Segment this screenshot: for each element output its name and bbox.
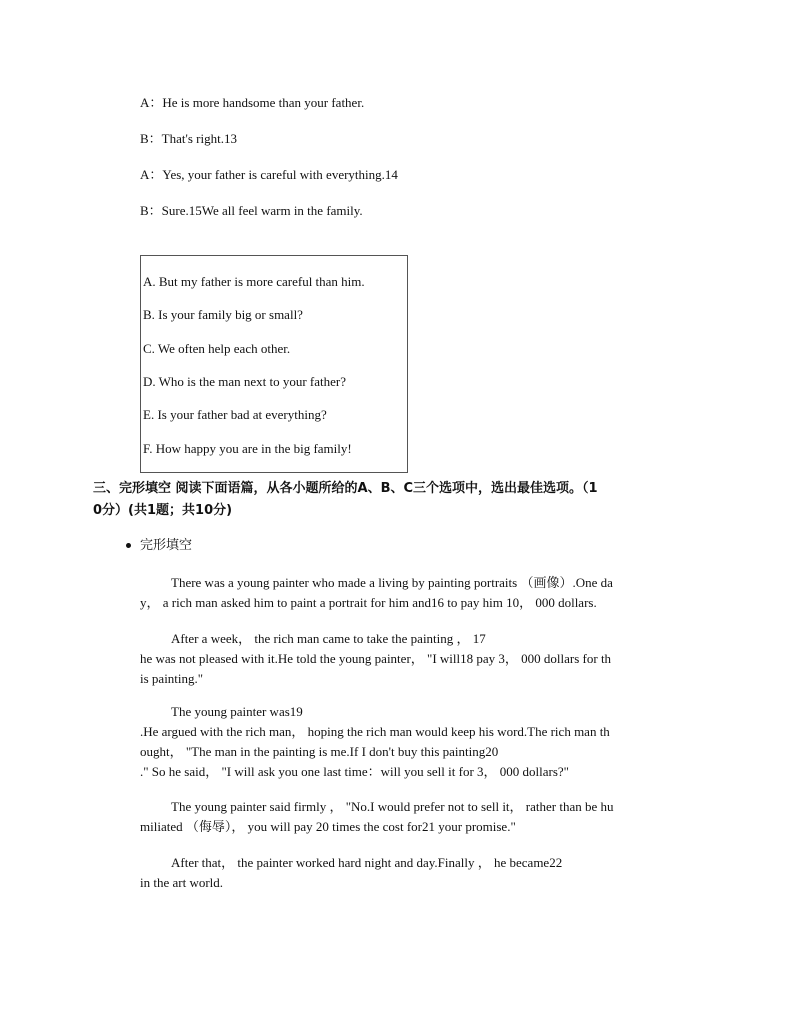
section-heading-line-2: 0分）(共1题；共10分): [93, 503, 233, 518]
dialogue-line-4: B：Sure.15We all feel warm in the family.: [140, 203, 363, 218]
option-a: A. But my father is more careful than him.: [143, 274, 365, 289]
passage-paragraph-1: [140, 573, 702, 613]
passage-line: miliated （侮辱）， you will pay 20 times the cost for21 your promise.": [140, 819, 516, 834]
options-box: [140, 255, 408, 473]
dialogue-line-3: A：Yes, your father is careful with everything.14: [140, 167, 398, 182]
passage-line: After a week， the rich man came to take the painting ， 17: [171, 631, 486, 646]
passage-line: ." So he said， "I will ask you one last time：will you sell it for 3， 000 dollars?": [140, 764, 569, 779]
passage-paragraph-5: [140, 853, 702, 893]
bullet-item: [126, 538, 192, 554]
passage-line: The young painter said firmly ， "No.I would prefer not to sell it， rather than be hu: [171, 799, 614, 814]
dialogue-line-2: B：That's right.13: [140, 131, 237, 146]
section-heading: [93, 478, 713, 522]
option-e: E. Is your father bad at everything?: [143, 407, 327, 422]
passage-paragraph-2: [140, 629, 702, 689]
option-c: C. We often help each other.: [143, 341, 291, 356]
bullet-label: 完形填空: [140, 538, 193, 553]
passage-line: he was not pleased with it.He told the young painter， "I will18 pay 3， 000 dollars for th: [140, 651, 612, 666]
passage-line: After that， the painter worked hard night and day.Finally ， he became22: [171, 855, 563, 870]
passage-paragraph-4: [140, 797, 702, 837]
passage-line: .He argued with the rich man， hoping the rich man would keep his word.The rich man th: [140, 724, 610, 739]
bullet-dot-icon: [126, 543, 131, 548]
passage-line: ought， "The man in the painting is me.If I don't buy this painting20: [140, 744, 499, 759]
passage-paragraph-3: [140, 702, 702, 782]
passage-line: There was a young painter who made a living by painting portraits （画像）.One da: [171, 575, 613, 590]
section-heading-line-1: 三、完形填空 阅读下面语篇，从各小题所给的A、B、C三个选项中，选出最佳选项。（1: [93, 481, 598, 496]
option-b: B. Is your family big or small?: [143, 307, 303, 322]
passage-line: The young painter was19: [171, 704, 303, 719]
passage-line: is painting.": [140, 671, 204, 686]
passage-line: y， a rich man asked him to paint a portrait for him and16 to pay him 10， 000 dollars.: [140, 595, 597, 610]
dialogue-line-1: A：He is more handsome than your father.: [140, 95, 365, 110]
option-f: F. How happy you are in the big family!: [143, 441, 352, 456]
option-d: D. Who is the man next to your father?: [143, 374, 347, 389]
passage-line: in the art world.: [140, 875, 224, 890]
